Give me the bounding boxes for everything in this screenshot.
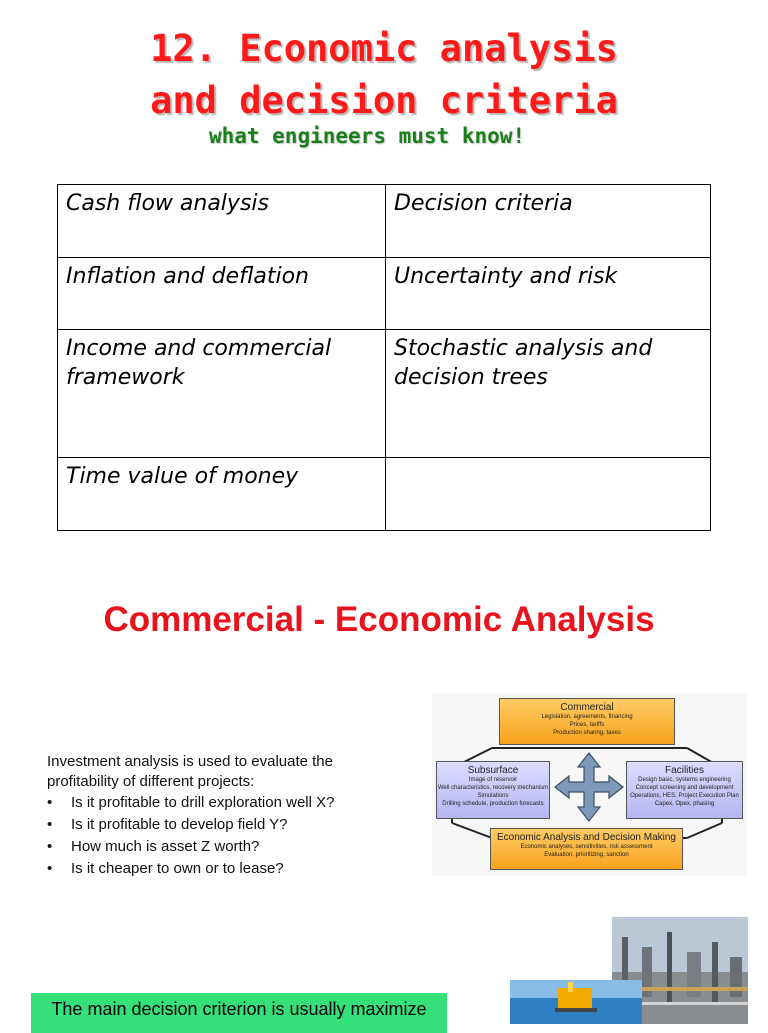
subsurface-title: Subsurface xyxy=(467,765,519,776)
list-item-text: Is it profitable to drill exploration well X? xyxy=(71,794,335,811)
table-cell: Time value of money xyxy=(58,458,386,531)
commercial-box xyxy=(499,698,675,745)
table-cell: Inflation and deflation xyxy=(58,257,386,330)
analysis-diagram xyxy=(432,693,747,876)
bullet-icon: • xyxy=(47,860,53,877)
list-item xyxy=(47,858,387,880)
table-row xyxy=(58,458,711,531)
offshore-platform-image xyxy=(510,980,642,1024)
table-cell: Decision criteria xyxy=(386,185,711,258)
commercial-line: Production sharing, taxes xyxy=(553,730,621,736)
section-heading: Commercial - Economic Analysis xyxy=(103,600,655,639)
table-row xyxy=(58,330,711,458)
slide-title-line-2: and decision criteria xyxy=(150,79,618,122)
subsurface-line: Drilling schedule, production forecasts xyxy=(442,801,544,807)
economic-analysis-line: Evaluation, prioritizing, sanction xyxy=(544,852,629,858)
list-item-text: Is it cheaper to own or to lease? xyxy=(71,860,284,877)
table-cell: Uncertainty and risk xyxy=(386,257,711,330)
economic-analysis-box xyxy=(490,828,683,870)
intro-block xyxy=(47,752,387,880)
list-item-text: How much is asset Z worth? xyxy=(71,838,260,855)
table-cell: Income and commercial framework xyxy=(58,330,386,458)
facilities-line: Operations, HES, Project Execution Plan xyxy=(630,793,739,799)
table-cell xyxy=(386,458,711,531)
bullet-icon: • xyxy=(47,794,53,811)
list-item xyxy=(47,836,387,858)
facilities-line: Design basic, systems engineering xyxy=(638,777,731,783)
topics-table xyxy=(57,184,711,531)
bullet-icon: • xyxy=(47,816,53,833)
economic-analysis-title: Economic Analysis and Decision Making xyxy=(497,832,676,843)
table-cell: Stochastic analysis and decision trees xyxy=(386,330,711,458)
intro-text: Investment analysis is used to evaluate the profitability of different projects: xyxy=(47,753,333,790)
facilities-box xyxy=(626,761,743,819)
slide-subtitle: what engineers must know! xyxy=(208,124,526,148)
list-item xyxy=(47,814,387,836)
table-row xyxy=(58,257,711,330)
subsurface-box xyxy=(436,761,550,819)
facilities-line: Capex, Opex, phasing xyxy=(654,801,715,807)
table-row xyxy=(58,185,711,258)
list-item-text: Is it profitable to develop field Y? xyxy=(71,816,288,833)
economic-analysis-line: Economic analyses, sensitivities, risk assessment xyxy=(520,844,653,850)
slide-title-line-1: 12. Economic analysis xyxy=(150,27,618,70)
four-way-arrow-icon xyxy=(555,753,623,821)
facilities-title: Facilities xyxy=(665,765,704,776)
question-list xyxy=(47,792,387,880)
subsurface-line: Simulations xyxy=(477,793,509,799)
commercial-title: Commercial xyxy=(560,702,614,713)
offshore-platform-photo xyxy=(510,980,642,1024)
commercial-line: Legislation, agreements, financing xyxy=(541,714,633,720)
decision-criterion-banner: The main decision criterion is usually maximize xyxy=(31,993,447,1033)
subsurface-line: Image of reservoir xyxy=(468,777,518,783)
subsurface-line: Well characteristics, recovery mechanism xyxy=(437,785,549,791)
list-item xyxy=(47,792,387,814)
table-cell: Cash flow analysis xyxy=(58,185,386,258)
commercial-line: Prices, tariffs xyxy=(569,722,605,728)
facilities-line: Concept screening and development xyxy=(635,785,734,791)
bullet-icon: • xyxy=(47,838,53,855)
